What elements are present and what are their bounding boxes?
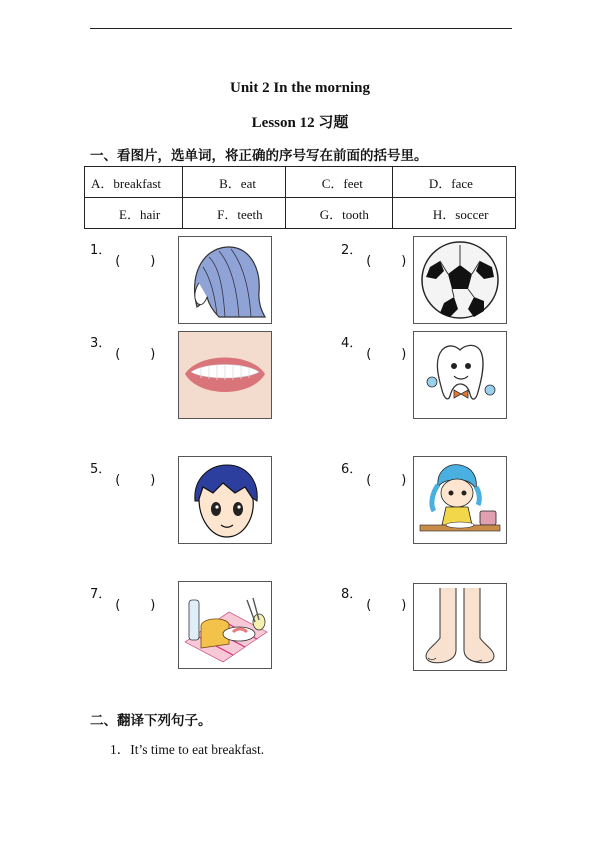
teeth-icon (178, 331, 272, 419)
question-1[interactable] (90, 239, 155, 258)
question-number: 3． (90, 336, 112, 351)
question-6[interactable] (341, 458, 406, 477)
word-options-table (84, 166, 516, 229)
question-number: 8． (341, 587, 363, 602)
feet-icon (413, 583, 507, 671)
option-f: F．teeth (183, 198, 286, 229)
option-d: D．face (392, 167, 515, 198)
translation-sentence-1: 1．It’s time to eat breakfast. (110, 742, 265, 757)
question-number: 6． (341, 462, 363, 477)
breakfast-icon (178, 581, 272, 669)
girl-eating-icon (413, 456, 507, 544)
soccer-ball-icon (413, 236, 507, 324)
question-4[interactable] (341, 332, 406, 351)
option-g: G．tooth (285, 198, 392, 229)
question-8[interactable] (341, 583, 406, 602)
option-h: H．soccer (392, 198, 515, 229)
face-icon (178, 456, 272, 544)
question-3[interactable] (90, 332, 155, 351)
question-number: 1． (90, 243, 112, 258)
option-a: A．breakfast (85, 167, 183, 198)
question-2[interactable] (341, 239, 406, 258)
page-title: Unit 2 In the morning (229, 80, 371, 96)
section-1-heading: 一、看图片，选单词，将正确的序号写在前面的括号里。 (90, 148, 428, 164)
top-rule (90, 28, 512, 29)
question-number: 2． (341, 243, 363, 258)
section-2-heading: 二、翻译下列句子。 (90, 713, 212, 729)
tooth-icon (413, 331, 507, 419)
option-e: E．hair (85, 198, 183, 229)
question-number: 5． (90, 462, 112, 477)
option-c: C．feet (285, 167, 392, 198)
page-subtitle: Lesson 12 习题 (251, 115, 349, 131)
option-b: B．eat (183, 167, 286, 198)
question-number: 7． (90, 587, 112, 602)
question-7[interactable] (90, 583, 155, 602)
question-5[interactable] (90, 458, 155, 477)
hair-icon (178, 236, 272, 324)
question-number: 4． (341, 336, 363, 351)
